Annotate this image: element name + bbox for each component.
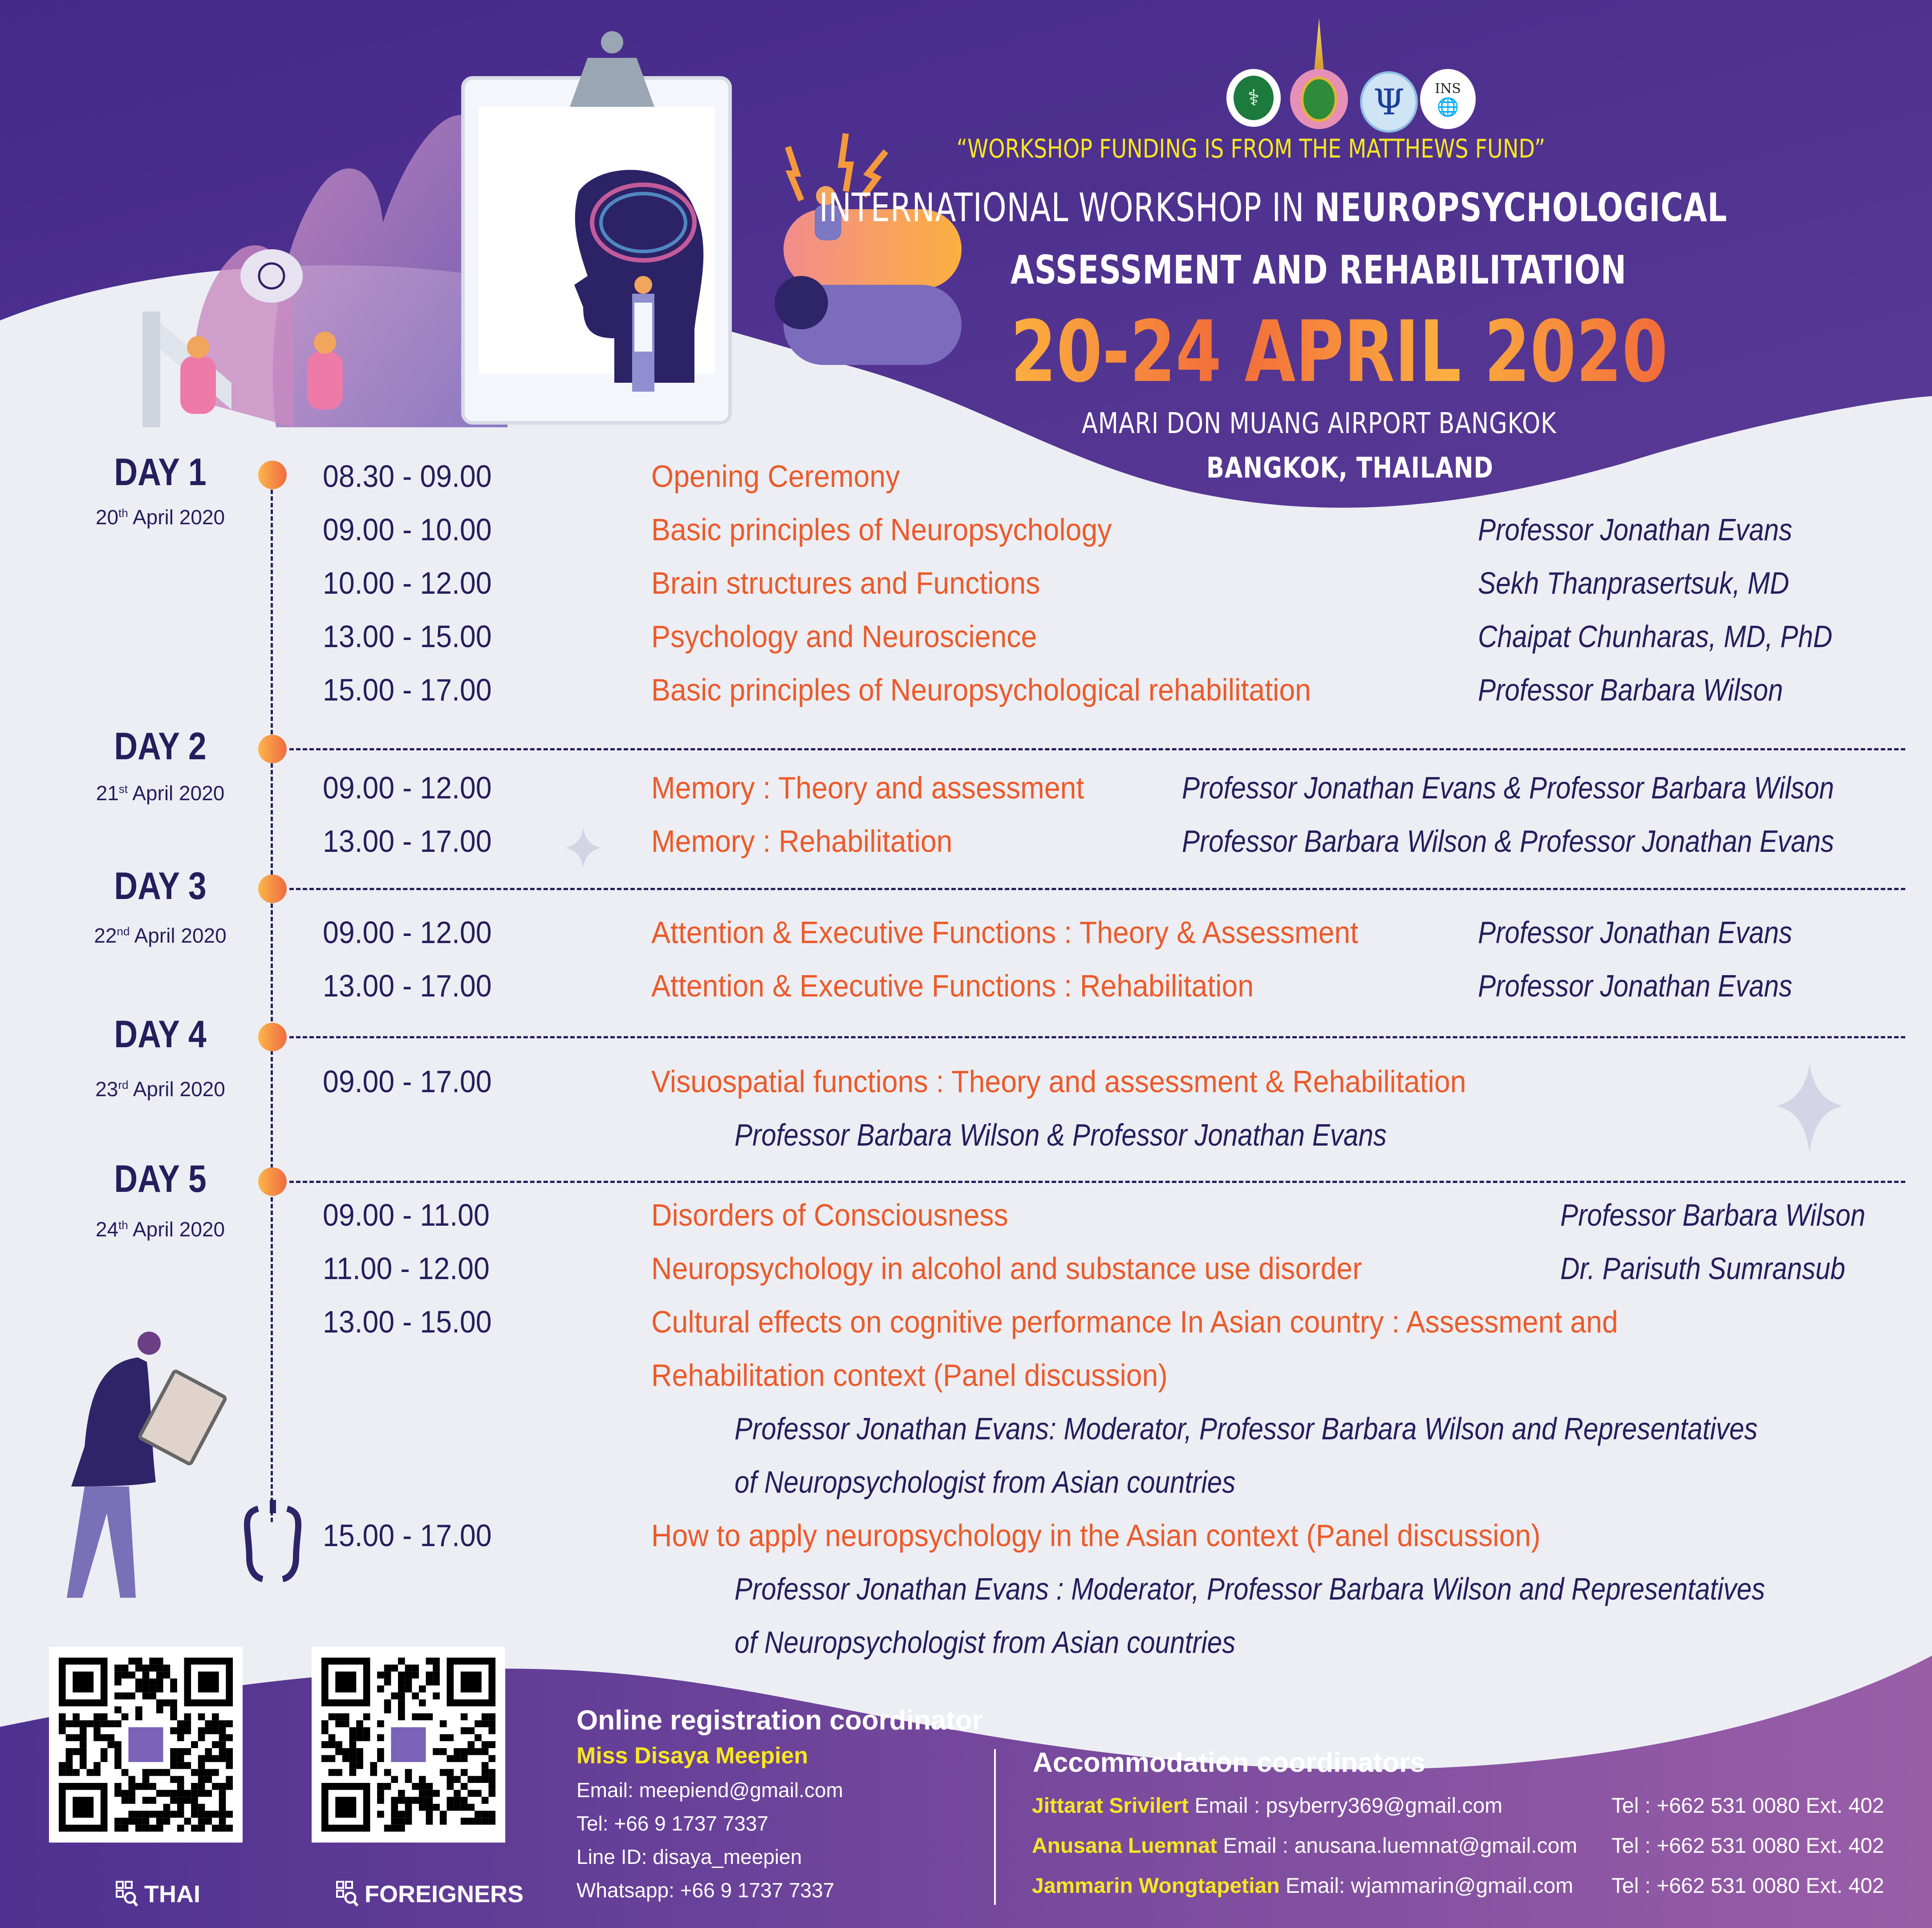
day-divider: [289, 888, 1905, 890]
accommodation-contact: [1032, 1794, 1502, 1818]
day-label: DAY 3: [114, 865, 207, 907]
registration-email[interactable]: Email: meepiend@gmail.com: [576, 1778, 843, 1802]
session-speaker: of Neuropsychologist from Asian countries: [735, 1625, 1236, 1660]
timeline-dot: [258, 875, 287, 903]
day-date: 20th April 2020: [95, 506, 225, 529]
session-time: 08.30 - 09.00: [323, 459, 492, 494]
funding-note: “WORKSHOP FUNDING IS FROM THE MATTHEWS FUND”: [956, 134, 1546, 164]
session-topic: Disorders of Consciousness: [651, 1198, 1008, 1232]
session-topic: How to apply neuropsychology in the Asian context (Panel discussion): [651, 1518, 1541, 1553]
accommodation-contact: [1032, 1874, 1573, 1898]
event-title-line1: INTERNATIONAL WORKSHOP IN NEUROPSYCHOLOGICAL: [819, 185, 1728, 231]
qr-label-thai: THAI: [116, 1880, 200, 1908]
registration-heading: Online registration coordinator: [576, 1705, 983, 1736]
event-dates: 20-24 APRIL 2020: [1011, 303, 1668, 401]
contact-tel: Tel : +662 531 0080 Ext. 402: [1611, 1794, 1884, 1818]
day-divider: [289, 1181, 1905, 1183]
accommodation-heading: Accommodation coordinators: [1033, 1747, 1425, 1778]
timeline-dot: [258, 1167, 287, 1196]
session-speaker: Professor Jonathan Evans & Professor Barbara Wilson: [1182, 770, 1835, 805]
session-topic: Attention & Executive Functions : Theory & Assessment: [651, 915, 1359, 950]
timeline-dot: [258, 461, 287, 489]
timeline-dot: [258, 1023, 287, 1051]
contact-email[interactable]: Email : psyberry369@gmail.com: [1194, 1794, 1503, 1818]
registration-whatsapp: Whatsapp: +66 9 1737 7337: [576, 1879, 835, 1902]
psychology-society-logo: [1360, 71, 1418, 133]
session-speaker: of Neuropsychologist from Asian countries: [735, 1465, 1236, 1499]
day-date: 23rd April 2020: [95, 1077, 225, 1101]
session-topic: Rehabilitation context (Panel discussion): [651, 1358, 1168, 1393]
session-topic: Cultural effects on cognitive performance In Asian country : Assessment and: [651, 1304, 1618, 1339]
session-topic: Visuospatial functions : Theory and assessment & Rehabilitation: [651, 1064, 1466, 1099]
psi-icon: Ψ: [1373, 81, 1405, 123]
session-speaker: Sekh Thanprasertsuk, MD: [1478, 566, 1790, 600]
royal-institution-logo: [1286, 18, 1352, 129]
registration-tel: Tel: +66 9 1737 7337: [576, 1812, 768, 1835]
registration-name: Miss Disaya Meepien: [576, 1743, 808, 1769]
day-label: DAY 1: [114, 451, 207, 494]
international-neuropsychological-society-logo: INS 🌐: [1420, 69, 1476, 129]
qr-code-foreigners[interactable]: [312, 1647, 505, 1843]
qr-search-icon: [116, 1881, 138, 1908]
session-time: 11.00 - 12.00: [323, 1251, 490, 1286]
session-topic: Neuropsychology in alcohol and substance use disorder: [651, 1251, 1362, 1286]
session-topic: Attention & Executive Functions : Rehabilitation: [651, 968, 1254, 1003]
session-speaker: Dr. Parisuth Sumransub: [1560, 1251, 1846, 1286]
contact-email[interactable]: Email : anusana.luemnat@gmail.com: [1223, 1834, 1578, 1858]
qr-label-foreigners: FOREIGNERS: [336, 1880, 524, 1908]
day-label: DAY 2: [114, 725, 207, 768]
ministry-of-public-health-logo: [1226, 69, 1281, 127]
session-speaker: Professor Barbara Wilson & Professor Jonathan Evans: [1182, 824, 1835, 859]
session-time: 09.00 - 12.00: [323, 915, 492, 950]
timeline-dot: [258, 735, 287, 763]
event-title-line2: ASSESSMENT AND REHABILITATION: [1011, 247, 1627, 293]
day-label: DAY 5: [114, 1158, 207, 1200]
session-time: 09.00 - 12.00: [323, 770, 492, 805]
session-speaker: Professor Jonathan Evans: Moderator, Professor Barbara Wilson and Representatives: [735, 1411, 1758, 1446]
session-topic: Psychology and Neuroscience: [651, 619, 1037, 654]
contact-tel: Tel : +662 531 0080 Ext. 402: [1611, 1834, 1884, 1858]
session-topic: Opening Ceremony: [651, 459, 900, 494]
session-speaker: Professor Jonathan Evans : Moderator, Professor Barbara Wilson and Representatives: [735, 1572, 1765, 1606]
caduceus-icon: ⚕: [1234, 76, 1274, 120]
contact-email[interactable]: Email: wjammarin@gmail.com: [1285, 1874, 1574, 1898]
session-time: 09.00 - 11.00: [323, 1198, 490, 1232]
accommodation-contact: [1032, 1834, 1577, 1858]
day-date: 24th April 2020: [95, 1218, 225, 1241]
registration-line-id: Line ID: disaya_meepien: [576, 1845, 802, 1868]
session-topic: Memory : Rehabilitation: [651, 824, 953, 859]
timeline-line: [271, 476, 273, 1522]
session-topic: Memory : Theory and assessment: [651, 770, 1084, 805]
session-speaker: Professor Barbara Wilson & Professor Jonathan Evans: [735, 1118, 1387, 1152]
session-time: 10.00 - 12.00: [323, 566, 492, 600]
qr-search-icon: [336, 1881, 358, 1908]
day-divider: [289, 1036, 1905, 1038]
session-time: 13.00 - 15.00: [323, 1304, 492, 1339]
session-speaker: Professor Barbara Wilson: [1560, 1198, 1866, 1232]
contact-tel: Tel : +662 531 0080 Ext. 402: [1611, 1874, 1884, 1898]
session-topic: Basic principles of Neuropsychology: [651, 512, 1112, 547]
qr-pattern: [59, 1657, 233, 1833]
contact-name: Jammarin Wongtapetian: [1032, 1874, 1280, 1898]
bottom-illustration: [67, 1332, 298, 1598]
session-time: 15.00 - 17.00: [323, 672, 492, 707]
globe-icon: 🌐: [1437, 97, 1459, 117]
contact-name: Jittarat Srivilert: [1032, 1794, 1189, 1818]
sparkle: [1776, 1064, 1843, 1153]
sparkle: [565, 828, 601, 868]
session-speaker: Professor Jonathan Evans: [1478, 512, 1793, 547]
session-speaker: Professor Jonathan Evans: [1478, 915, 1793, 950]
session-time: 13.00 - 17.00: [323, 824, 492, 859]
event-venue: AMARI DON MUANG AIRPORT BANGKOK: [1082, 407, 1557, 440]
session-topic: Brain structures and Functions: [651, 566, 1040, 600]
session-time: 13.00 - 15.00: [323, 619, 492, 654]
day-divider: [289, 748, 1905, 750]
logo-row: [1226, 18, 1494, 125]
session-speaker: Chaipat Chunharas, MD, PhD: [1478, 619, 1833, 654]
qr-pattern: [321, 1657, 495, 1833]
session-speaker: Professor Jonathan Evans: [1478, 968, 1793, 1003]
session-time: 13.00 - 17.00: [323, 968, 492, 1003]
qr-code-thai[interactable]: [49, 1647, 243, 1843]
footer-divider: [994, 1749, 996, 1905]
session-time: 09.00 - 17.00: [323, 1064, 492, 1099]
session-speaker: Professor Barbara Wilson: [1478, 672, 1783, 707]
session-time: 09.00 - 10.00: [323, 512, 492, 547]
session-topic: Basic principles of Neuropsychological rehabilitation: [651, 672, 1311, 707]
session-time: 15.00 - 17.00: [323, 1518, 492, 1553]
day-label: DAY 4: [114, 1013, 207, 1056]
day-date: 21st April 2020: [96, 782, 225, 805]
contact-name: Anusana Luemnat: [1032, 1834, 1218, 1858]
day-date: 22nd April 2020: [94, 924, 227, 947]
event-city: BANGKOK, THAILAND: [1206, 452, 1494, 485]
